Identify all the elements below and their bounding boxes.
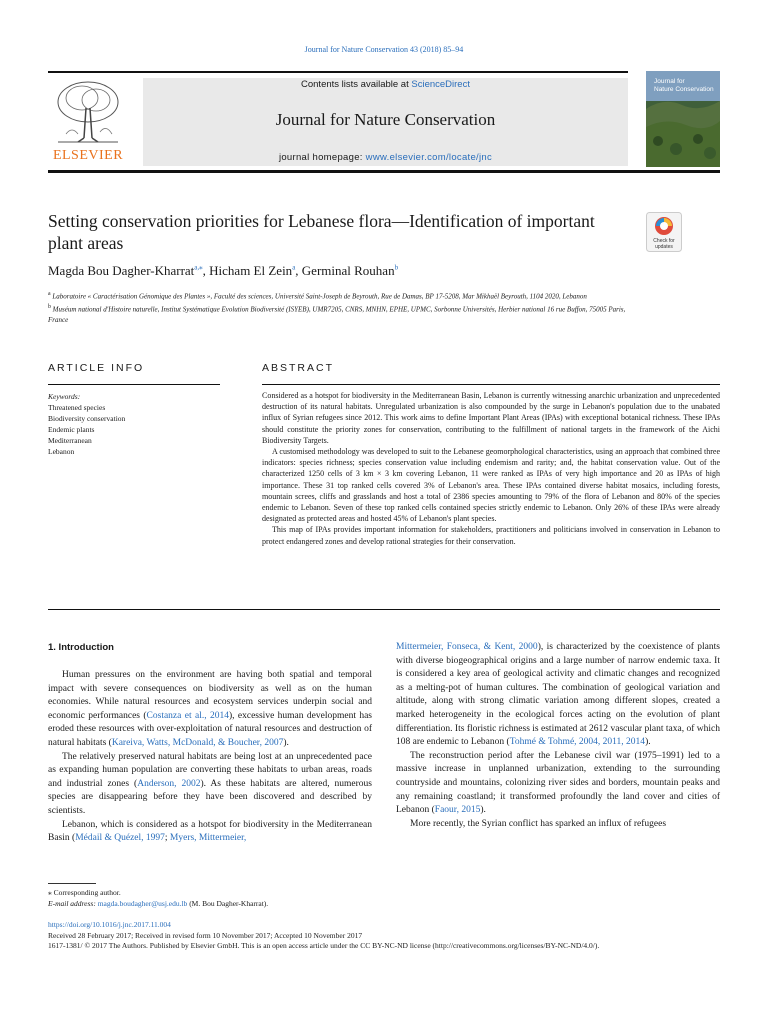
author-name: Hicham El Zein bbox=[209, 263, 293, 278]
footnote bbox=[48, 887, 448, 909]
abstract-paragraph: This map of IPAs provides important information for stakeholders, practitioners and politicians involved in conservation in Lebanon to protect endangered zones and develop rational strategies for their conservation. bbox=[262, 525, 720, 546]
cover-landscape-icon bbox=[646, 71, 720, 167]
sciencedirect-link[interactable]: ScienceDirect bbox=[411, 79, 470, 90]
author-list bbox=[48, 263, 648, 279]
body-text: Human pressures on the environment are having both spatial and temporal impact with severe consequences on biodiversity as well as on the human economies. While natural resources and ecosystem services underpin social and economic performances ( bbox=[48, 670, 372, 721]
body-text: ). As these habitats are altered, numerous species are disappearing before they have been discovered and described by scientists. bbox=[48, 778, 372, 816]
badge-line1: Check for bbox=[653, 238, 675, 244]
badge-line2: updates bbox=[655, 244, 673, 250]
doi-link[interactable]: https://doi.org/10.1016/j.jnc.2017.11.004 bbox=[48, 920, 171, 929]
keyword: Threatened species bbox=[48, 403, 106, 412]
citation-link[interactable]: Anderson, 2002 bbox=[137, 778, 201, 789]
keyword: Endemic plants bbox=[48, 425, 95, 434]
journal-name: Journal for Nature Conservation bbox=[275, 110, 496, 129]
doi-block bbox=[48, 920, 720, 952]
body-paragraph bbox=[396, 818, 720, 832]
citation-link[interactable]: Mittermeier, Fonseca, & Kent, 2000 bbox=[396, 642, 538, 652]
body-paragraph bbox=[396, 641, 720, 750]
homepage-link[interactable]: www.elsevier.com/locate/jnc bbox=[365, 152, 493, 163]
homepage-line bbox=[143, 152, 628, 163]
body-paragraph bbox=[48, 819, 372, 846]
affiliation-text: Laboratoire « Caractérisation Génomique des Plantes », Faculté des sciences, Université Saint-Joseph de Beyrouth, Rue de Damas, BP 17-5208, Mar Mikhaël Beyrouth, 1104 2020, Lebanon bbox=[50, 292, 587, 301]
citation-link[interactable]: Myers, Mittermeier, bbox=[169, 833, 247, 844]
author-affiliation-link[interactable]: b bbox=[394, 263, 399, 272]
body-text: Lebanon, which is considered as a hotspot for biodiversity in the Mediterranean Basin ( bbox=[48, 819, 372, 844]
journal-citation[interactable]: Journal for Nature Conservation 43 (2018) 85–94 bbox=[304, 45, 464, 54]
header-bottom-rule bbox=[48, 170, 720, 173]
citation-link[interactable]: Costanza et al., 2014 bbox=[146, 710, 229, 721]
body-paragraph bbox=[48, 669, 372, 751]
body-text: ), is characterized by the coexistence of plants with diverse biogeographical origins and a large number of narrow endemic taxa. It is considered a key area of geological activity and climatic changes and recognized as a melting-pot of human cultures. The combination of geological variation and altitude, along with strong climatic variation among different slopes, created a marked heterogeneity in the ecological forces acting on the evolution of plant differentiation. Its floristic richness is estimated at 2612 vascular plant taxa, of which 108 are endemic to Lebanon ( bbox=[396, 642, 720, 748]
body-text: ). bbox=[645, 737, 651, 748]
author-separator: , bbox=[202, 263, 210, 278]
received-dates: Received 28 February 2017; Received in revised form 10 November 2017; Accepted 10 November 2017 bbox=[48, 930, 363, 940]
affiliations bbox=[48, 289, 638, 325]
section-divider bbox=[48, 609, 720, 610]
body-text: ). bbox=[480, 805, 486, 816]
body-text: ), excessive human development has eroded these resources with over-exploitation of natural resources and destruction of natural habitats ( bbox=[48, 710, 372, 748]
introduction-heading: 1. Introduction bbox=[48, 642, 114, 653]
corresponding-author-note: ⁎ Corresponding author. bbox=[48, 888, 121, 897]
body-text: The reconstruction period after the Lebanese civil war (1975–1991) led to a massive increase in unplanned urbanization, extending to the surrounding countryside and mountains, colonizing river sides and borders, mountain peaks and any remaining coastland; it transformed profoundly the land cover and cities of Lebanon ( bbox=[396, 750, 720, 816]
citation-link[interactable]: Tohmé & Tohmé, 2004, 2011, 2014 bbox=[509, 737, 646, 748]
email-label: E-mail address: bbox=[48, 899, 96, 908]
affiliation-b bbox=[48, 302, 638, 325]
keyword: Lebanon bbox=[48, 447, 75, 456]
contents-prefix: Contents lists available at bbox=[301, 79, 412, 90]
body-text: ; bbox=[164, 833, 170, 844]
cover-title-line1: Journal for bbox=[654, 78, 685, 85]
author-name: Germinal Rouhan bbox=[301, 263, 395, 278]
check-for-updates-badge[interactable] bbox=[646, 212, 682, 252]
body-text: More recently, the Syrian conflict has sparked an influx of refugees bbox=[410, 818, 667, 829]
abstract-paragraph: Considered as a hotspot for biodiversity in the Mediterranean Basin, Lebanon is currently witnessing anarchic urbanization and unprecedented destruction of its natural habitats. Unregulated urbanization is also compounded by the surge in Lebanon's population due to the unabated influx of Syrian refugees since 2012. This work aims to define Important Plant Areas (IPAs) with exceptional botanical richness. These IPAs should constitute the priority zones for conservation, contributing to the fulfillment of national targets in the framework of the Aichi Biodiversity Targets. bbox=[262, 391, 720, 445]
author-affiliation-link[interactable]: a,⁎ bbox=[194, 263, 203, 272]
author-affiliation-link[interactable]: a bbox=[292, 263, 296, 272]
abstract-rule bbox=[262, 384, 720, 385]
keywords-label: Keywords: bbox=[48, 392, 81, 401]
elsevier-logo[interactable] bbox=[48, 76, 128, 164]
keyword: Mediterranean bbox=[48, 436, 92, 445]
article-info-heading: ARTICLE INFO bbox=[48, 362, 145, 374]
body-text: The relatively preserved natural habitats are being lost at an unprecedented pace as expanding human population are converting these habitats to urban areas, roads and industrial zones ( bbox=[48, 751, 372, 789]
affiliation-marker: a bbox=[48, 291, 51, 297]
abstract-heading: ABSTRACT bbox=[262, 362, 335, 374]
contents-line bbox=[143, 79, 628, 90]
email-owner: (M. Bou Dagher-Kharrat). bbox=[187, 899, 269, 908]
affiliation-text: Muséum national d'Histoire naturelle, Institut Systématique Evolution Biodiversité (ISYEB), UMR7205, CNRS, MNHN, EPHE, UPMC, Sorbonne Universités, Herbier national 16 rue Buffon, 75005 Paris, France bbox=[48, 305, 626, 324]
body-paragraph bbox=[396, 750, 720, 818]
abstract-paragraph: A customised methodology was developed to suit to the Lebanese geomorphological characteristics, using an approach that combined three indicators: species richness; species conservation value including endemism and rarity; and, the habitat conservation value. Out of the characterized 1250 cells of 3 km × 3 km covering Lebanon, 11 were ranked as IPAs of very high importance and 20 as IPAs of high importance. These 31 top ranked cells covered 3% of Lebanon's area. These IPAs contained diverse habitat mosaics, including forests, mountain screes, cliffs and grasslands and host a total of 2386 species amounting to 79% of the flora of Lebanon and 80% of the species endemic to Lebanon. Seven of these top ranked cells contained species strictly endemic to Lebanon. Only 26% of these IPAs were already designated as protected areas and hosted 45% of Lebanon's plant species. bbox=[262, 447, 720, 524]
elsevier-wordmark: ELSEVIER bbox=[52, 148, 124, 163]
body-column-right bbox=[396, 641, 720, 831]
citation-link[interactable]: Faour, 2015 bbox=[434, 805, 481, 816]
email-line bbox=[48, 898, 448, 909]
homepage-prefix: journal homepage: bbox=[278, 152, 366, 163]
citation-link[interactable]: Kareiva, Watts, McDonald, & Boucher, 2007 bbox=[111, 737, 284, 748]
affiliation-a bbox=[48, 289, 638, 302]
article-info-rule bbox=[48, 384, 220, 385]
author-name: Magda Bou Dagher-Kharrat bbox=[48, 263, 195, 278]
email-link[interactable]: magda.boudagher@usj.edu.lb bbox=[97, 899, 188, 908]
journal-cover-image[interactable] bbox=[646, 71, 720, 167]
paper-title: Setting conservation priorities for Lebanese flora—Identification of important plant areas bbox=[48, 211, 595, 253]
footnote-rule bbox=[48, 883, 96, 884]
citation-link[interactable]: Médail & Quézel, 1997 bbox=[75, 833, 165, 844]
license-line: 1617-1381/ © 2017 The Authors. Published by Elsevier GmbH. This is an open access article under the CC BY-NC-ND license (http://creativecommons.org/licenses/BY-NC-ND/4.0/). bbox=[48, 941, 600, 950]
body-column-left bbox=[48, 669, 372, 846]
elsevier-tree-icon bbox=[48, 76, 128, 144]
cover-title-line2: Nature Conservation bbox=[654, 86, 714, 93]
body-paragraph bbox=[48, 751, 372, 819]
header-top-rule bbox=[48, 71, 628, 73]
body-text: ). bbox=[283, 737, 289, 748]
author-separator: , bbox=[295, 263, 302, 278]
affiliation-marker: b bbox=[48, 303, 51, 310]
abstract-body bbox=[262, 390, 720, 547]
check-updates-icon bbox=[646, 212, 682, 252]
keyword: Biodiversity conservation bbox=[48, 414, 126, 423]
keywords-block bbox=[48, 391, 220, 457]
